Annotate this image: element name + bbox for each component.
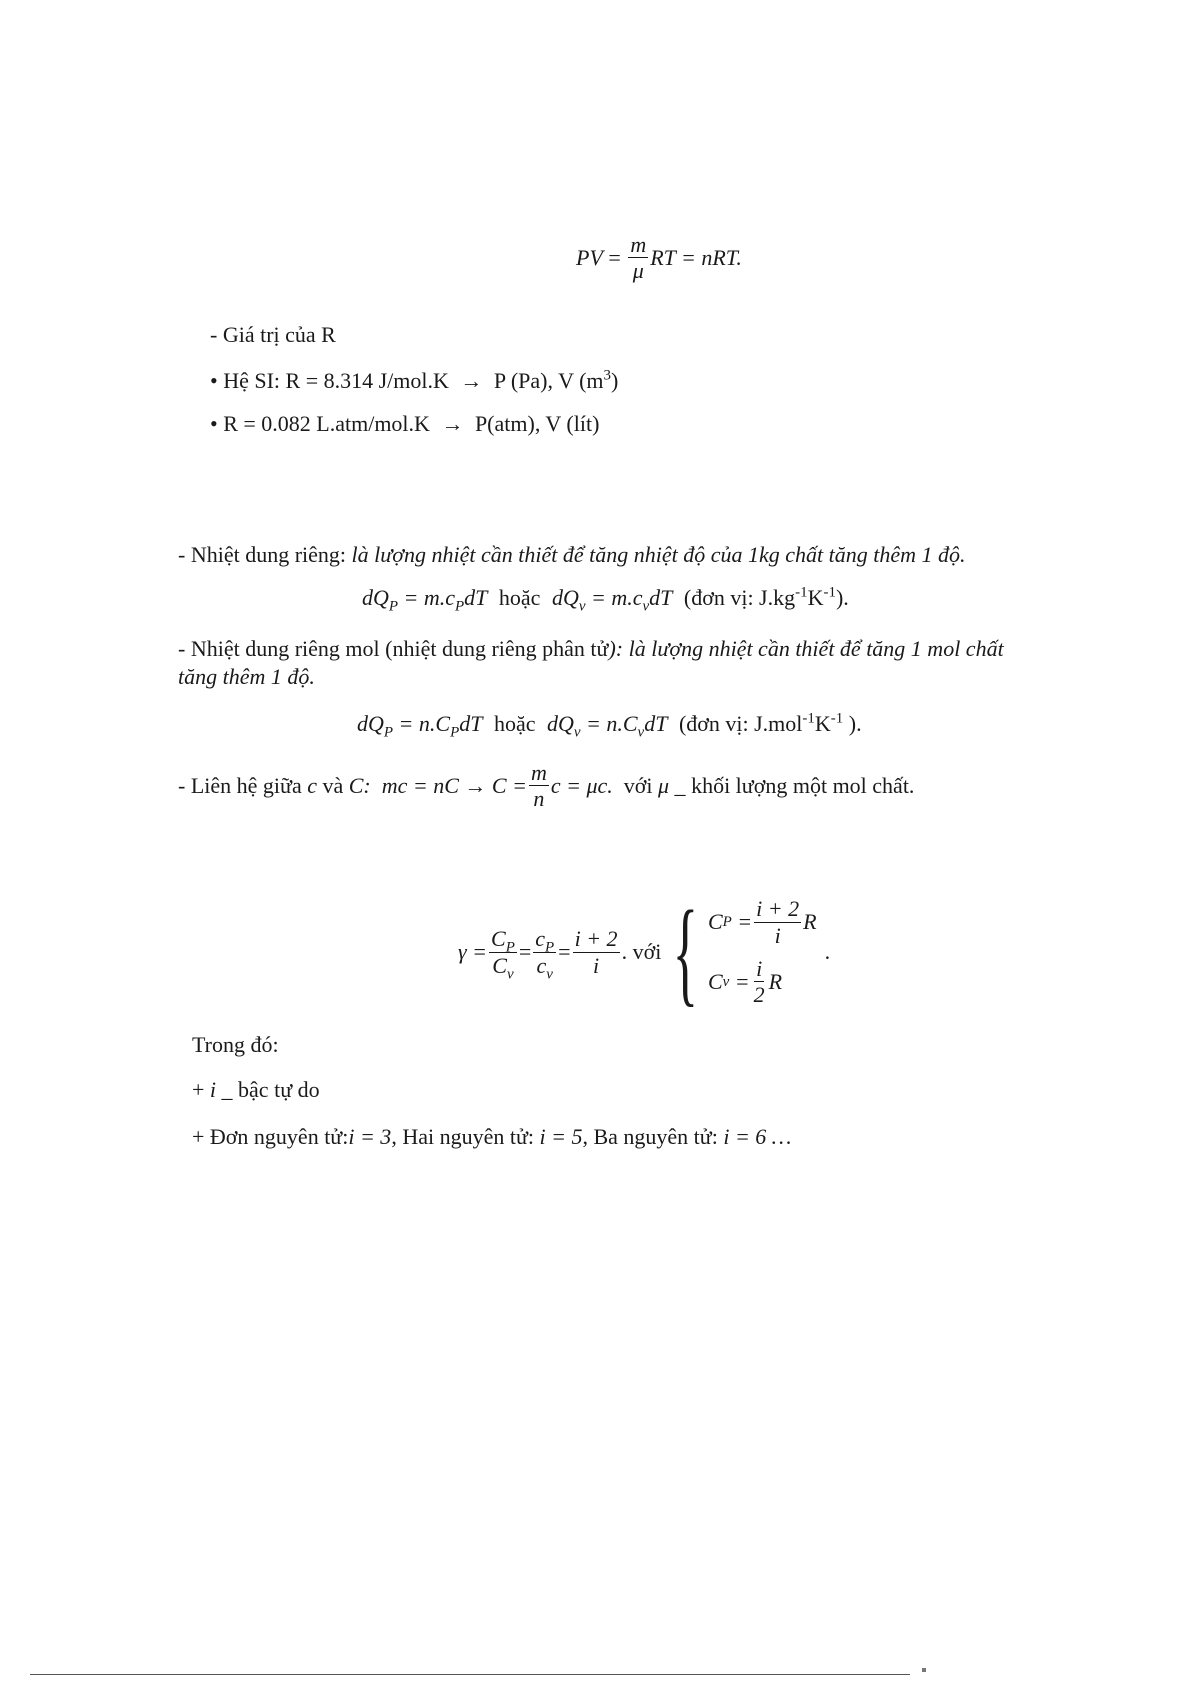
adiabatic-index-equation: γ = $\frac{C_P}{C_v}$ = $\frac{c_P}{c_v}$ = $\frac{i + 2}{i}$ . với { C P = $\frac{i + 2}{i}$ R C v = $\frac{i}{2}$ R . [458,886,831,1017]
arrow-icon: → [441,411,464,436]
cp-small-over-cv-small-fraction: $\frac{c_P}{c_v}$ [535,926,555,982]
cp-over-cv-fraction: $\frac{C_P}{C_v}$ [491,926,515,982]
specific-heat-equation: $dQ_P = m.c_PdT$ hoặc $dQ_v = m.c_vdT$ (đơn vị: $J.kg^{-1}K^{-1}$). [362,584,849,615]
ideal-gas-equation: PV = $\frac{m}{\mu}$ RT = nRT. [576,232,742,284]
footer-mark [922,1668,926,1672]
degrees-of-freedom-line: + i _ bậc tự do [192,1077,320,1102]
fraction-numerator: m [630,232,647,257]
ideal-gas-rhs: RT = nRT. [650,244,742,270]
r-values-heading: - Giá trị của R [210,322,336,347]
i-plus-two-over-i-fraction: $\frac{i + 2}{i}$ [574,926,618,978]
where-heading: Trong đó: [192,1032,279,1057]
molar-heat-definition-line1: - Nhiệt dung riêng mol (nhiệt dung riêng phân tử): là lượng nhiệt cần thiết để tăng 1 mol chất [178,636,1004,661]
c-relation: - Liên hệ giữa c và C: mc = nC → C = $\frac{m}{n}$ c = μc. với μ _ khối lượng một mol chất. [178,760,915,812]
fraction-denominator: μ [632,258,644,284]
equation-system [661,886,817,1017]
specific-heat-definition: - Nhiệt dung riêng: là lượng nhiệt cần thiết để tăng nhiệt độ của 1kg chất tăng thêm 1 độ. [178,542,966,567]
r-value-atm: • R = 0.082 L.atm/mol.K → P(atm), V (lít) [210,411,600,436]
footer-divider [30,1674,910,1675]
mass-over-molar-mass-fraction [628,232,648,284]
cp-equation: C P = $\frac{i + 2}{i}$ R [707,896,817,948]
molar-heat-definition-line2: tăng thêm 1 độ. [178,664,315,689]
mass-over-moles-fraction: $\frac{m}{n}$ [530,760,547,812]
left-brace-icon: { [672,886,699,1017]
molar-heat-equation: $dQ_P = n.C_PdT$ hoặc $dQ_v = n.C_vdT$ (đơn vị: $J.mol^{-1}K^{-1}$ ). [357,710,862,741]
r-value-si: • Hệ SI: R = 8.314 J/mol.K → P (Pa), V $(m^3)$ [210,367,619,393]
arrow-icon: → [460,368,483,393]
ideal-gas-lhs: PV [576,244,603,270]
degrees-values-line: + Đơn nguyên tử:i = 3, Hai nguyên tử: i = 5, Ba nguyên tử: i = 6 … [192,1124,792,1149]
cv-equation: C v = $\frac{i}{2}$ R [707,956,783,1008]
